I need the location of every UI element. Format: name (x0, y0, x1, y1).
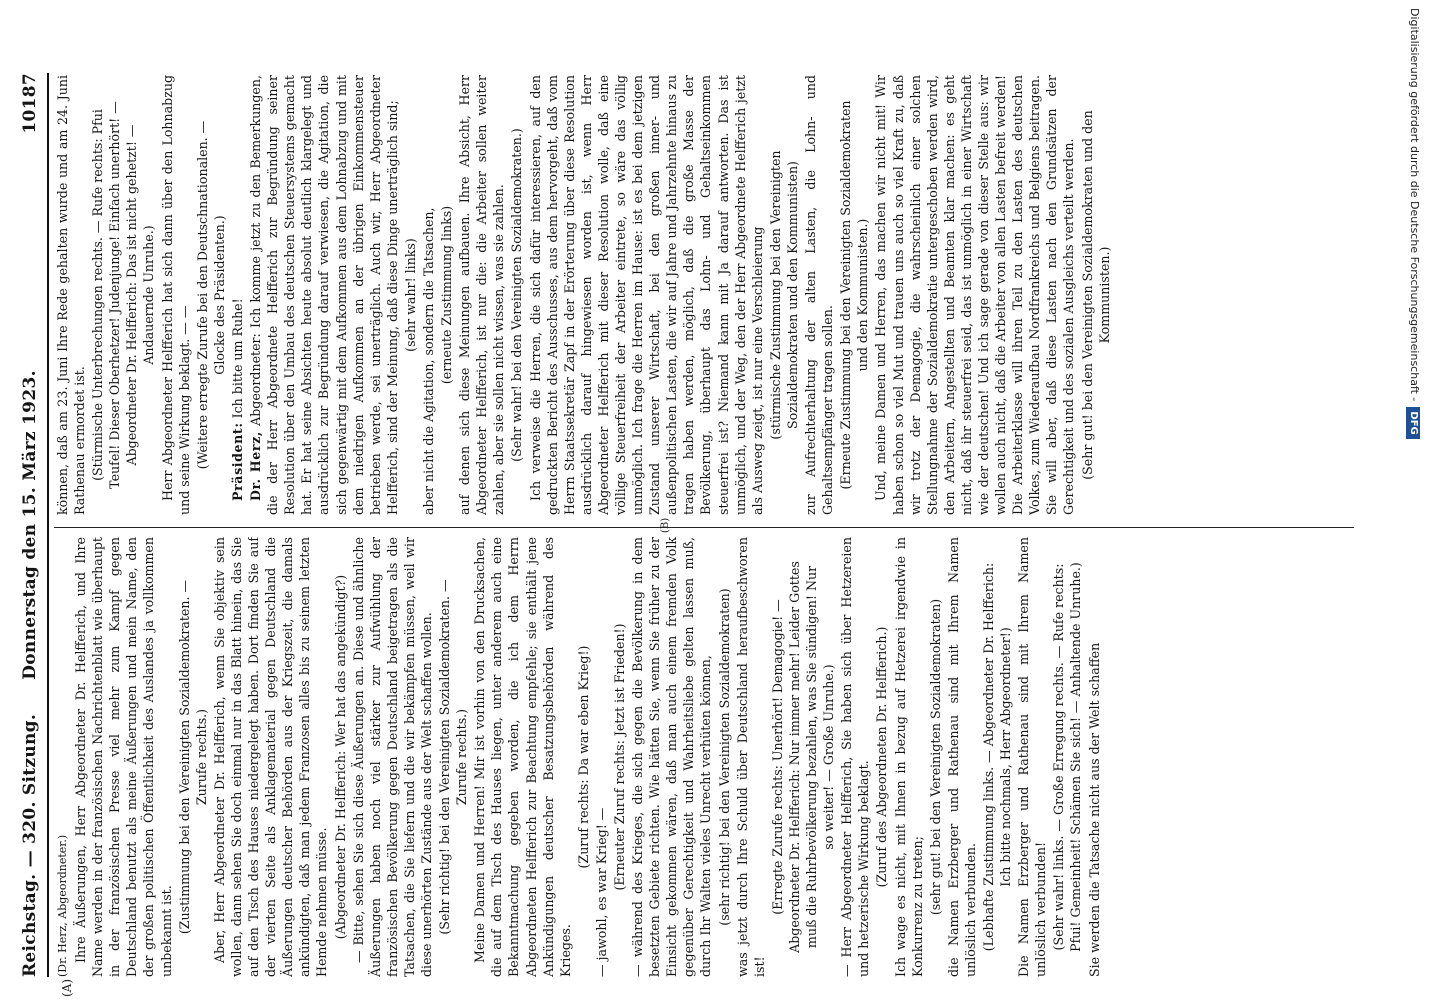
interjection: (Sehr wahr! links. — Große Erregung rechts. — Rufe rechts: Pfui! Gemeinheit! Schämen Sie sich! — Anhaltende Unruhe.) (1051, 562, 1084, 952)
paragraph: Und, meine Damen und Herren, das machen wir nicht mit! Wir haben schon so viel Mut und trauen uns auch so viel Kraft zu, daß wir trotz der Demagogie, die wahrscheinlich einer solchen Stellungnahme der Sozialdemokratie untergeschoben werden wird, den Arbeitern, Angestellten und Beamten klar machen: es geht nicht, daß ihr steuerfrei seid, das ist unmöglich in einer Wirtschaft wie der deutschen! Und ich sage gerade von dieser Stelle aus: wir wollen auch nicht, daß die Arbeiter von allen Lasten befreit werden! Die Arbeiterklasse will ihren Teil zu den Lasten des deutschen Volkes, zum Wiederaufbau Nordfrankreichs und Belgiens beitragen. Sie will aber, daß diese Lasten nach den Grundsätzen der Gerechtigkeit und des sozialen Ausgleichs verteilt werden. (873, 75, 1077, 515)
interjection: (Erneute Zustimmung bei den Vereinigten Sozialdemokraten und den Kommunisten.) (838, 100, 871, 490)
margin-marker-a: (A) (60, 978, 74, 997)
paragraph: Die Namen Erzberger und Rathenau sind mit Ihrem Namen unlöslich verbunden! (1016, 537, 1049, 977)
paragraph: — jawohl, es war Krieg! — (593, 807, 609, 977)
interjection: (Zustimmung bei den Vereinigten Sozialdemokraten. — Zurufe rechts.) (176, 579, 209, 935)
paragraph: was jetzt durch Ihre Schuld über Deutschland heraufbeschworen ist! (734, 537, 767, 977)
paragraph: aber nicht die Agitation, sondern die Tatsachen, (420, 207, 436, 515)
paragraph: Aber, Herr Abgeordneter Dr. Helfferich, wenn Sie objektiv sein wollen, dann sehen Sie doch einmal nur in das Blatt hinein, das Sie auf den Tisch des Hauses niedergelegt haben. Dort finden Sie auf der vierten Seite als Anklagematerial gegen Deutschland die Äußerungen deutscher Behörden aus der Kriegszeit, die damals ankündigten, daß man jedem Franzosen alles bis zu seinem letzten Hemde nehmen müsse. (211, 537, 330, 977)
credit-text: Digitalisierung gefördert durch die Deutsche Forschungsgemeinschaft - (1408, 8, 1421, 402)
margin-marker-b: (B) (660, 517, 671, 533)
left-column (54, 537, 1364, 977)
digitization-credit (1407, 8, 1429, 992)
paragraph: — Bitte, sehen Sie sich diese Äußerungen an. Diese und ähnliche Äußerungen haben noch viel stärker zur Aufwühlung der französischen Bevölkerung gegen Deutschland beigetragen als die Tatsachen, die Sie liefern und die wir bekämpfen müssen, weil wir diese unerhörten Zustände aus der Welt schaffen wollen. (350, 537, 434, 977)
paragraph: Ich wage es nicht, mit Ihnen in bezug auf Hetzerei irgendwie in Konkurrenz zu treten; (892, 537, 925, 977)
paragraph: — während des Krieges, die sich gegen die Bevölkerung in dem besetzten Gebiete richten. Wie hätten Sie, wenn Sie früher zu der Einsicht gekommen wären, daß man auch einem fremden Volk gegenüber Gerechtigkeit und Wahrheitsliebe gelten lassen muß, durch Ihr Walten vieles Unrecht verhüten können, (630, 537, 714, 977)
speaker-continuation: (Dr. Herz, Abgeordneter.) (56, 834, 69, 977)
interjection: (erneute Zustimmung links) (439, 205, 455, 385)
page-number: 10187 (20, 73, 40, 134)
paragraph: die Namen Erzberger und Rathenau sind mit Ihrem Namen unlöslich verbunden. (945, 537, 978, 977)
speech-text: Abgeordneter: Ich komme jetzt zu den Bemerkungen, die der Herr Abgeordnete Helfferich zur Begründung seiner Resolution über den Umbau des deutschen Steuersystems gemacht hat. Er hat seine Absichten heute absolut deutlich klargelegt und ausdrücklich zur Begründung darauf verwiesen, die Agitation, die sich gegenwärtig mit dem Aufkommen aus dem Lohnabzug und mit dem niedrigen Aufkommen an der übrigen Einkommensteuer betrieben werde, sei unerträglich. Auch wir, Herr Abgeordneter Helfferich, sind der Meinung, daß diese Dinge unerträglich sind; (248, 75, 400, 515)
speaker-paragraph (247, 75, 401, 515)
paragraph: Sie werden die Tatsache nicht aus der Welt schaffen (1086, 642, 1102, 977)
speaker-paragraph (229, 75, 246, 515)
interjection: (sehr wahr! links) (402, 238, 418, 352)
document-page (20, 55, 1372, 995)
interjection: (Erregte Zurufe rechts: Unerhört! Demagogie! — Abgeordneter Dr. Helfferich: Nur immer mehr! Leider Gottes muß die Ruhrbevölkerung bezahlen, was Sie sündigen! Nur so weiter! — Große Unruhe.) (769, 561, 837, 953)
header-rule (47, 73, 49, 977)
interjection: (Lebhafte Zustimmung links. — Abgeordneter Dr. Helfferich: Ich bitte nochmals, Herr Abgeordneter!) (980, 562, 1014, 952)
header-left-title: Reichstag. — 320. Sitzung. (20, 713, 40, 977)
paragraph: Meine Damen und Herren! Mir ist vorhin von den Drucksachen, die auf dem Tisch des Hauses liegen, unter anderem auch eine Bekanntmachung gegeben worden, die ich dem Herrn Abgeordneten Helfferich zur Beachtung empfehle; sie enthält jene Ankündigungen deutscher Besatzungsbehörden während des Krieges. (472, 537, 573, 977)
speaker-name: Dr. Herz, (248, 431, 264, 501)
interjection: (Sehr wahr! bei den Vereinigten Sozialdemokraten.) (509, 128, 525, 462)
paragraph: können, daß am 23. Juni Ihre Rede gehalten wurde und am 24. Juni Rathenau ermordet ist. (55, 75, 88, 515)
paragraph: Ich verweise die Herren, die sich dafür interessieren, auf den gedruckten Bericht des Ausschusses, aus dem hervorgeht, daß vom Herrn Staatssekretär Zapf in der Erörterung über diese Resolution ausdrücklich darauf hingewiesen worden ist, wenn Herr Abgeordneter Helfferich mit dieser Resolution wolle, daß eine völlige Steuerfreiheit der Arbeiter eintrete, so wäre das völlig unmöglich. Ich frage die Herren im Hause: ist es bei dem jetzigen Zustand unserer Wirtschaft, bei den großen inner- und außenpolitischen Lasten, die wir auf Jahre und Jahrzehnte hinaus zu tragen haben werden, möglich, daß die große Masse der Bevölkerung, überhaupt das Lohn- und Gehaltseinkommen steuerfrei ist? Niemand kann mit Ja darauf antworten. Das ist unmöglich, und der Weg, den der Herr Abgeordnete Helfferich jetzt als Ausweg zeigt, ist nur eine Verschleierung (527, 75, 765, 515)
interjection: (Zuruf des Abgeordneten Dr. Helfferich.) (874, 626, 890, 888)
page-header (20, 73, 44, 977)
interjection: (sehr gut! bei den Vereinigten Sozialdemokraten) (927, 598, 943, 916)
interjection: (Abgeordneter Dr. Helfferich: Wer hat das angekündigt?) (332, 574, 348, 940)
paragraph: Ihre Äußerungen, Herr Abgeordneter Dr. Helfferich, und Ihre Name werden in der französischen Nachrichtenblatt wie überhaupt in der französischen Presse viel mehr zum Kampf gegen Deutschland benutzt als meine Äußerungen und mein Name, den der großen politischen Öffentlichkeit des Auslandes ja vollkommen unbekannt ist. (73, 537, 174, 977)
header-date: Donnerstag den 15. März 1923. (20, 370, 40, 680)
speech-text: Ich bitte um Ruhe! (229, 298, 245, 419)
speaker-name: Präsident: (229, 422, 245, 501)
interjection: (stürmische Zustimmung bei den Vereinigten Sozialdemokraten und den Kommunisten) (767, 150, 800, 440)
interjection: (Weitere erregte Zurufe bei den Deutschnationalen. — Glocke des Präsidenten.) (194, 120, 227, 470)
interjection: (sehr richtig! bei den Vereinigten Sozialdemokraten) (716, 588, 732, 926)
interjection: (Erneuter Zuruf rechts: Jetzt ist Frieden!) (612, 623, 627, 891)
interjection: (Sehr gut! bei den Vereinigten Sozialdemokraten und den Kommunisten.) (1079, 110, 1112, 480)
interjection: (Sehr richtig! bei den Vereinigten Sozialdemokraten. — Zurufe rechts.) (437, 579, 470, 935)
column-divider (54, 527, 1354, 528)
interjection: (Stürmische Unterbrechungen rechts. — Rufe rechts: Pfui Teufel! Dieser Oberhetzer! Judenjunge! Einfach unerhört! — Abgeordneter Dr. Helfferich: Das ist nicht gehetzt! — Andauernde Unruhe.) (90, 101, 157, 489)
paragraph: — Herr Abgeordneter Helfferich, Sie haben sich über Hetzereien und hetzerische Wirkung beklagt. (839, 537, 872, 977)
interjection: (Zuruf rechts: Da war eben Krieg!) (575, 645, 591, 869)
paragraph: Herr Abgeordneter Helfferich hat sich dann über den Lohnabzug und seine Wirkung beklagt. — — (159, 75, 192, 515)
paragraph: auf denen sich diese Meinungen aufbauen. Ihre Absicht, Herr Abgeordneter Helfferich, ist nur die: die Arbeiter sollen weiter zahlen, aber sie sollen nicht wissen, was sie zahlen. (457, 75, 507, 515)
right-column (54, 75, 1364, 515)
paragraph: zur Aufrechterhaltung der alten Lasten, die Lohn- und Gehaltsempfänger tragen sollen. (803, 75, 836, 515)
dfg-logo: DFG (1406, 407, 1420, 438)
